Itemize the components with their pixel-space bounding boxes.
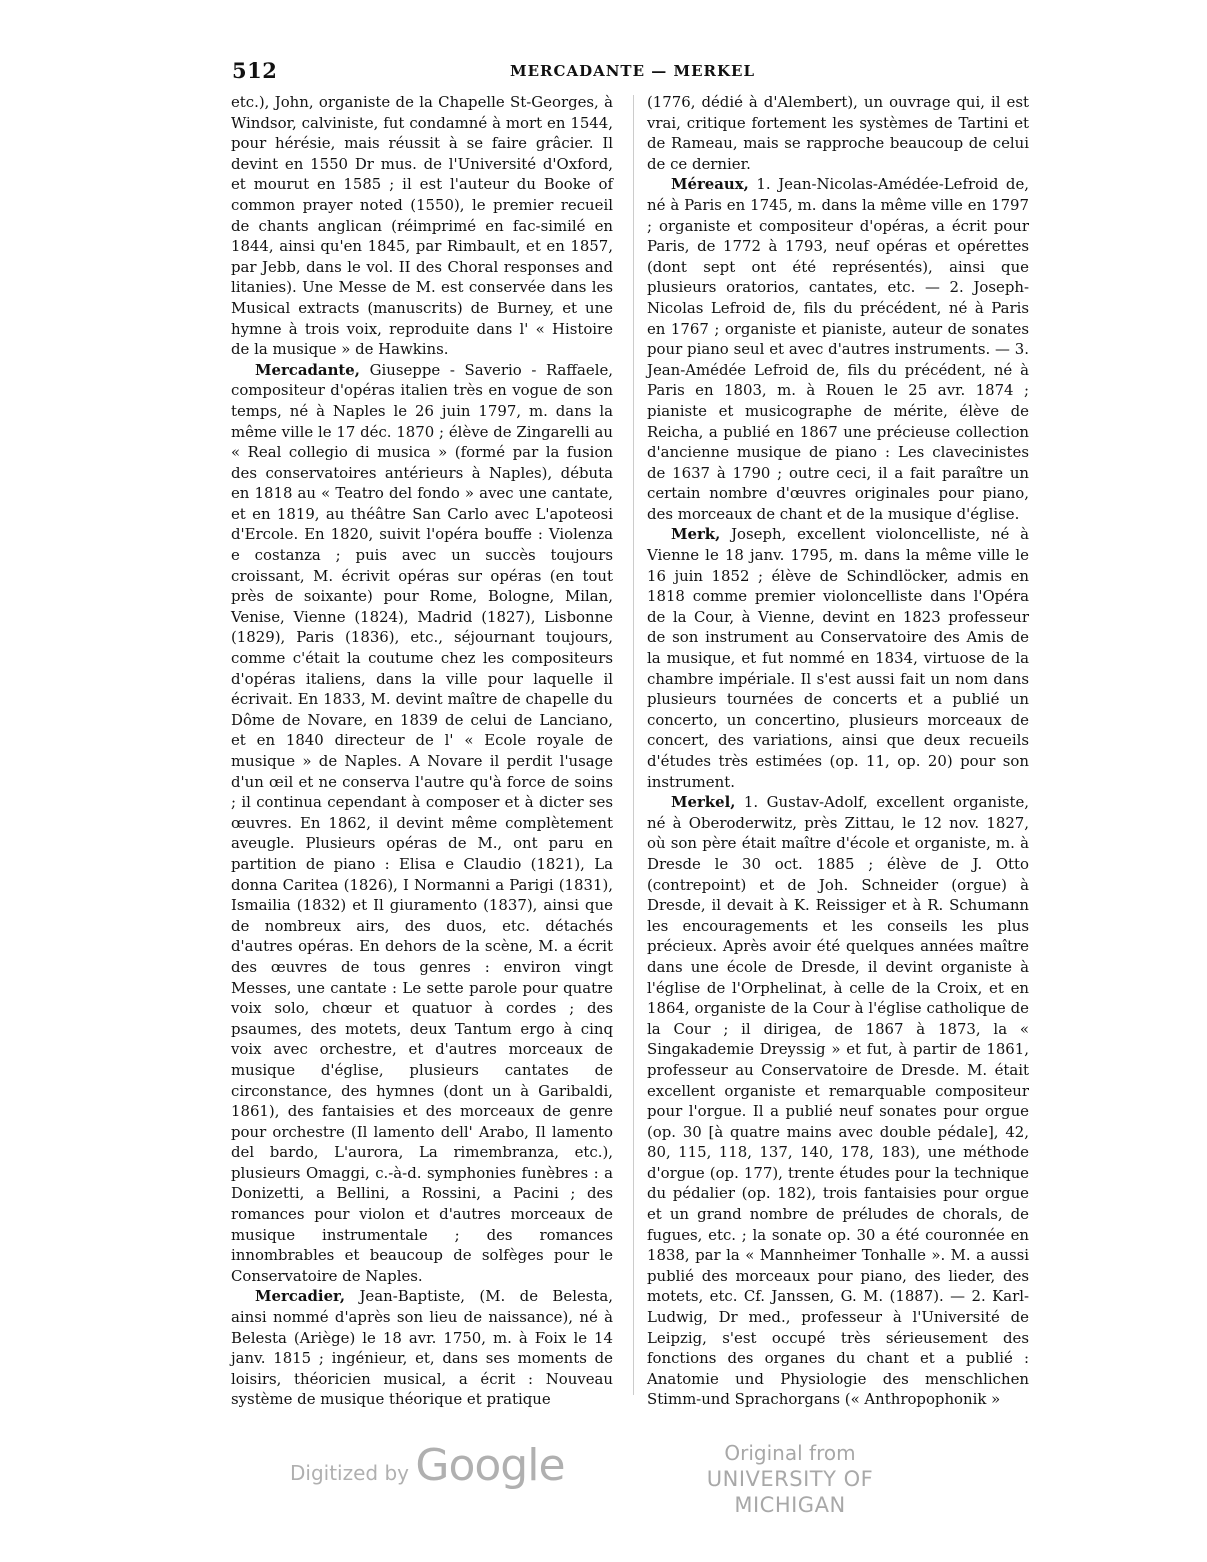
entry-text: 1. Gustav-Adolf, excellent organiste, né à Oberoderwitz, près Zittau, le 12 nov. 1827, où son père était maître d'école et organiste, m. à Dresde le 30 oct. 1885 ; élève de J. Otto (contrepoint) et de Joh. Schneider (orgue) à Dresde, il devait à K. Reissiger et à R. Schumann les encouragements et les conseils les plus précieux. Après avoir été quelques années maître dans une école de Dresde, il devint organiste à l'église de l'Orphelinat, à celle de la Croix, et en 1864, organiste de la Cour à l'église catholique de la Cour ; il dirigea, de 1867 à 1873, la « Singakademie Dreyssig » et fut, à partir de 1861, professeur au Conservatoire de Dresde. M. était excellent organiste et remarquable compositeur pour l'orgue. Il a publié neuf sonates pour orgue (op. 30 [à quatre mains avec double pédale], 42, 80, 115, 118, 137, 140, 178, 183), une méthode d'orgue (op. 177), trente études pour la technique du pédalier (op. 182), trois fantaisies pour orgue et un grand nombre de préludes de chorals, de fugues, etc. ; la sonate op. 30 a été couronnée en 1838, par la « Mannheimer Tonhalle ». M. a aussi publié des morceaux pour piano, des lieder, des motets, etc. Cf. Janssen, G. M. (1887). — 2. Karl-Ludwig, Dr med., professeur à l'Université de Leipzig, s'est occupé très sérieusement des fonctions des organes du chant et a publié : Anatomie und Physiologie des menschlichen Stimm-und Sprachorgans (« Anthropophonik » [647,793,1030,1409]
entry-continuation: (1776, dédié à d'Alembert), un ouvrage qui, il est vrai, critique fortement les systèmes de Tartini et de Rameau, mais se rapproche beaucoup de celui de ce dernier. [647,93,1029,173]
headword: Merk, [671,525,721,544]
source-watermark [665,1440,915,1518]
google-logo: Google [415,1440,565,1491]
original-from-label: Original from [724,1441,856,1465]
left-column [231,92,613,1410]
entry-text: Giuseppe - Saverio - Raffaele, compositeur d'opéras italien très en vogue de son temps, né à Naples le 26 juin 1797, m. dans la même ville le 17 déc. 1870 ; élève de Zingarelli au « Real collegio di musica » (formé par la fusion des conservatoires antérieurs à Naples), débuta en 1818 au « Teatro del fondo » avec une cantate, et en 1819, au théâtre San Carlo avec L'apoteosi d'Ercole. En 1820, suivit l'opéra bouffe : Violenza e costanza ; puis avec un succès toujours croissant, M. écrivit opéras sur opéras (en tout près de soixante) pour Rome, Bologne, Milan, Venise, Vienne (1824), Madrid (1827), Lisbonne (1829), Paris (1836), etc., séjournant toujours, comme c'était la coutume chez les compositeurs d'opéras italiens, dans la ville pour laquelle il écrivait. En 1833, M. devint maître de chapelle du Dôme de Novare, en 1839 de celui de Lanciano, et en 1840 directeur de l' « Ecole royale de musique » de Naples. A Novare il perdit l'usage d'un œil et ne conserva l'autre qu'à force de soins ; il continua cependant à composer et à dicter ses œuvres. En 1862, il devint même complètement aveugle. Plusieurs opéras de M., ont paru en partition de piano : Elisa e Claudio (1821), La donna Caritea (1826), I Normanni a Parigi (1831), Ismailia (1832) et Il giuramento (1837), ainsi que de nombreux airs, des duos, etc. détachés d'autres opéras. En dehors de la scène, M. a écrit des œuvres de tous genres : environ vingt Messes, une cantate : Le sette parole pour quatre voix solo, chœur et quatuor à cordes ; des psaumes, des motets, deux Tantum ergo à cinq voix avec orchestre, et d'autres morceaux de musique d'église, plusieurs cantates de circonstance, des hymnes (dont un à Garibaldi, 1861), des fantaisies et des morceaux de genre pour orchestre (Il lamento dell' Arabo, Il lamento del bardo, L'aurora, La rimembranza, etc.), plusieurs Omaggi, c.-à-d. symphonies funèbres : a Donizetti, a Bellini, a Rossini, a Pacini ; des romances pour violon et d'autres morceaux de musique instrumentale ; des romances innombrables et beaucoup de solfèges pour le Conservatoire de Naples. [231,360,614,1285]
entry-text: Joseph, excellent violoncelliste, né à Vienne le 18 janv. 1795, m. dans la même ville le 16 juin 1852 ; élève de Schindlöcker, admis en 1818 comme premier violoncelliste dans l'Opéra de la Cour, à Vienne, devint en 1823 professeur de son instrument au Conservatoire des Amis de la musique, et fut nommé en 1834, virtuose de la chambre impériale. Il s'est aussi fait un nom dans plusieurs tournées de concerts et a publié un concerto, un concertino, plusieurs morceaux de concert, des variations, ainsi que deux recueils d'études très estimées (op. 11, op. 20) pour son instrument. [647,525,1029,791]
right-column [647,92,1029,1410]
entry-merkel [647,792,1029,1410]
entry-mercadante [231,360,613,1287]
digitized-watermark [290,1440,565,1491]
entry-text: Jean-Baptiste, (M. de Belesta, ainsi nommé d'après son lieu de naissance), né à Belesta (Ariège) le 18 avr. 1750, m. à Foix le 14 janv. 1815 ; ingénieur, et, dans ses moments de loisirs, théoricien musical, a écrit : Nouveau système de musique théorique et pratique [231,1287,614,1409]
headword: Merkel, [671,793,736,812]
headword: Mercadante, [255,360,360,379]
entry-continuation: etc.), John, organiste de la Chapelle St-Georges, à Windsor, calviniste, fut condamné à mort en 1544, pour hérésie, mais réussit à se faire grâcier. Il devint en 1550 Dr mus. de l'Université d'Oxford, et mourut en 1585 ; il est l'auteur du Booke of common prayer noted (1550), le premier recueil de chants anglican (réimprimé en fac-similé en 1844, ainsi qu'en 1845, par Rimbault, et en 1857, par Jebb, dans le vol. II des Choral responses and litanies). Une Messe de M. est conservée dans les Musical extracts (manuscrits) de Burney, et une hymne à trois voix, reproduite dans l' « Histoire de la musique » de Hawkins. [231,93,613,359]
digitized-prefix: Digitized by [290,1461,409,1485]
headword: Mercadier, [255,1287,346,1306]
column-divider [633,95,634,1395]
page-number: 512 [232,58,278,83]
entry-mereaux [647,174,1029,524]
entry-mercadier [231,1286,613,1410]
headword: Méreaux, [671,175,749,194]
entry-merk [647,524,1029,792]
running-head: MERCADANTE — MERKEL [510,62,755,80]
entry-text: 1. Jean-Nicolas-Amédée-Lefroid de, né à Paris en 1745, m. dans la même ville en 1797 ; organiste et compositeur d'opéras, a écrit pour Paris, de 1772 à 1793, neuf opéras et opérettes (dont sept ont été représentés), ainsi que plusieurs oratorios, cantates, etc. — 2. Joseph-Nicolas Lefroid de, fils du précédent, né à Paris en 1767 ; organiste et pianiste, auteur de sonates pour piano seul et avec d'autres instruments. — 3. Jean-Amédée Lefroid de, fils du précédent, né à Paris en 1803, m. à Rouen le 25 avr. 1874 ; pianiste et musicographe de mérite, élève de Reicha, a publié en 1867 une précieuse collection d'ancienne musique de piano : Les clavecinistes de 1637 à 1790 ; outre ceci, il a fait paraître un certain nombre d'œuvres originales pour piano, des morceaux de chant et de la musique d'église. [647,175,1030,523]
university-label: UNIVERSITY OF MICHIGAN [706,1467,874,1517]
